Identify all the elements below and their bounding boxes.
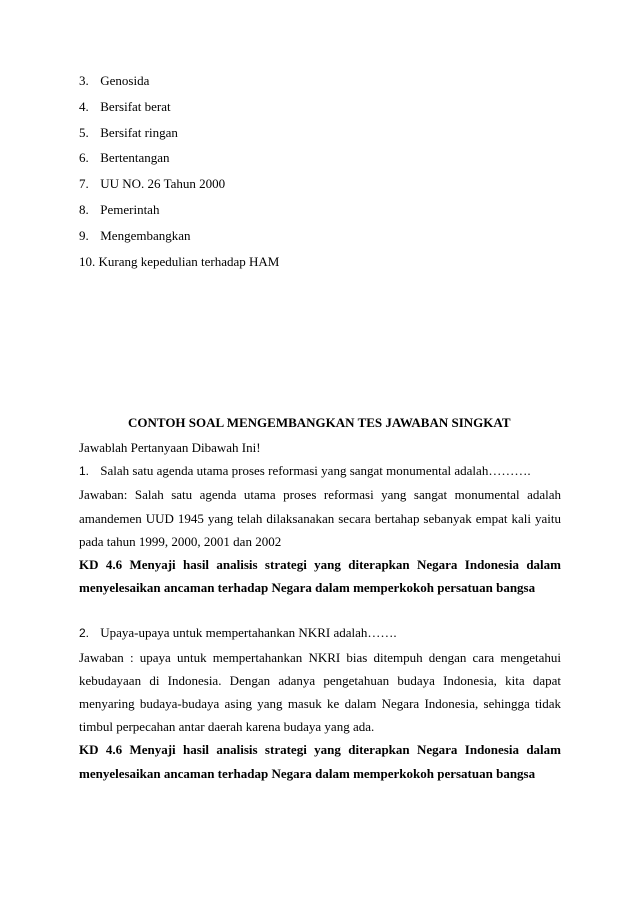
list-item-text: Bertentangan [100,150,170,166]
kd-statement: KD 4.6 Menyaji hasil analisis strategi yang diterapkan Negara Indonesia dalam menyelesaikan ancaman terhadap Negara dalam memperkokoh persatuan bangsa [79,557,561,596]
list-item [79,202,279,228]
list-item-number: 4. [79,98,89,114]
list-item-number: 5. [79,124,89,140]
answer-list [79,73,279,279]
list-item [79,125,279,151]
list-item [79,228,279,254]
list-item-number: 6. [79,150,89,166]
list-item-text: Kurang kepedulian terhadap HAM [98,253,280,269]
list-item-text: UU NO. 26 Tahun 2000 [100,176,226,192]
list-item-text: Bersifat ringan [100,124,178,140]
list-item [79,99,279,125]
answer-text: Jawaban: Salah satu agenda utama proses reformasi yang sangat monumental adalah amandemen UUD 1945 yang telah dilaksanakan secara bertahap sebanyak empat kali yaitu pada tahun 1999, 2000, 2001 dan 2002 [79,487,561,549]
kd-statement: KD 4.6 Menyaji hasil analisis strategi yang diterapkan Negara Indonesia dalam menyelesaikan ancaman terhadap Negara dalam memperkokoh persatuan bangsa [79,742,561,781]
question [79,621,561,645]
question-block [79,459,561,599]
question-text: Upaya-upaya untuk mempertahankan NKRI adalah……. [100,625,397,641]
list-item-number: 7. [79,176,89,192]
list-item-text: Genosida [100,73,150,88]
question [79,459,561,483]
list-item-text: Bersifat berat [100,98,171,114]
list-item-number: 10. [79,253,96,269]
list-item-number: 9. [79,227,89,243]
list-item-text: Pemerintah [100,201,160,217]
question-number: 1. [79,464,90,479]
list-item-text: Mengembangkan [100,227,191,243]
list-item [79,150,279,176]
question-number: 2. [79,626,90,641]
instruction: Jawablah Pertanyaan Dibawah Ini! [79,440,261,455]
question-section [79,413,561,785]
list-item [79,73,279,99]
question-block [79,621,561,784]
question-text: Salah satu agenda utama proses reformasi yang sangat monumental adalah………. [100,463,531,479]
list-item [79,176,279,202]
list-item-number: 3. [79,73,89,88]
answer-text: Jawaban : upaya untuk mempertahankan NKRI bias ditempuh dengan cara mengetahui kebudayaan di Indonesia. Dengan adanya pengetahuan budaya Indonesia, kita dapat menyaring budaya-budaya asing yang masuk ke dalam Negara Indonesia, sehingga tidak timbul perpecahan antar daerah karena budaya yang ada. [79,649,561,735]
list-item [79,254,279,280]
section-title: CONTOH SOAL MENGEMBANGKAN TES JAWABAN SINGKAT [128,415,511,430]
list-item-number: 8. [79,201,89,217]
